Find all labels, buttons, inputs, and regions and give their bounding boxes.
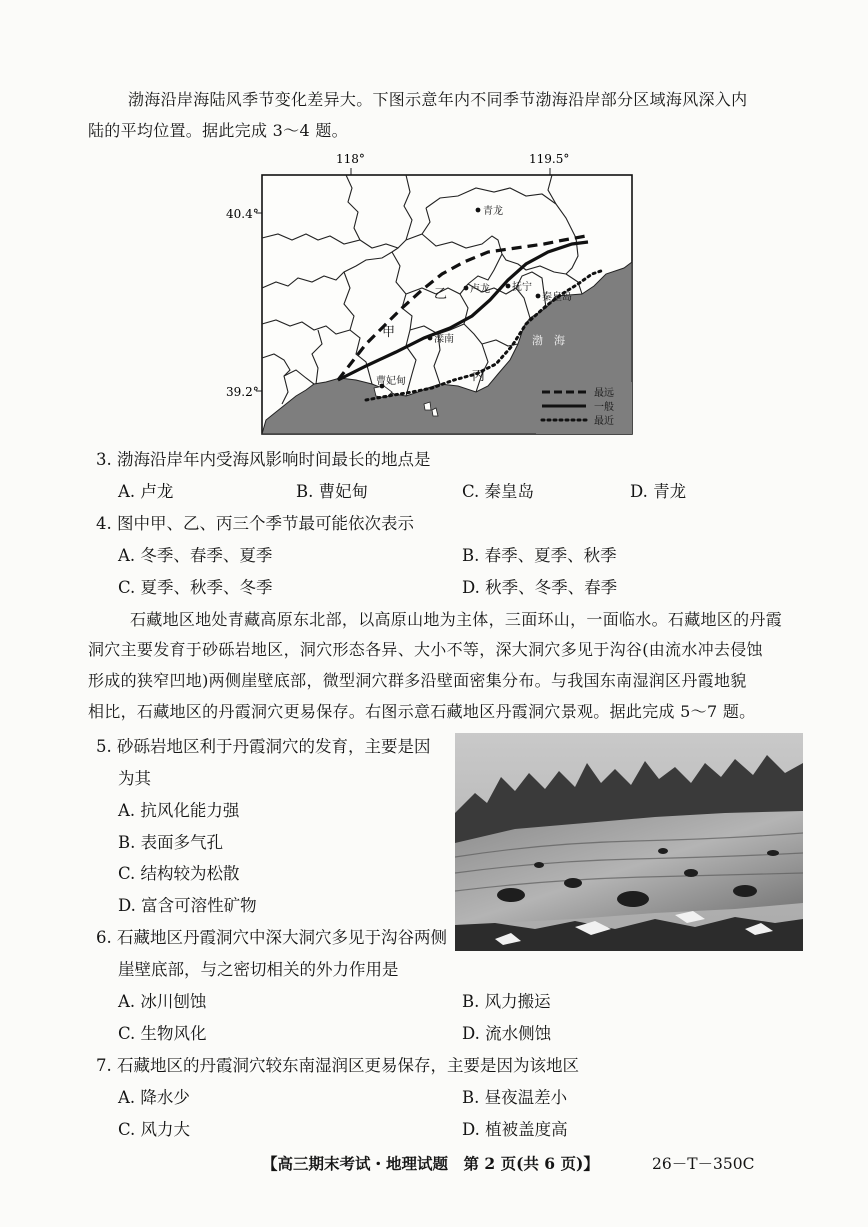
question-6-stem-line-2: 崖壁底部，与之密切相关的外力作用是 — [118, 960, 399, 979]
season-mark-yi: 乙 — [434, 287, 448, 302]
legend-farthest: 最远 — [594, 388, 614, 399]
legend-nearest: 最近 — [594, 416, 614, 427]
label-funing: 抚宁 — [512, 282, 532, 293]
intro-paragraph-1-line-1: 渤海沿岸海陆风季节变化差异大。下图示意年内不同季节渤海沿岸部分区域海风深入内 — [128, 90, 748, 109]
q7-option-d: D. 植被盖度高 — [462, 1120, 568, 1139]
label-luannan: 滦南 — [434, 334, 454, 345]
q7-option-b: B. 昼夜温差小 — [462, 1088, 568, 1107]
q4-option-d: D. 秋季、冬季、春季 — [462, 578, 618, 597]
lat-label-39-2: 39.2° — [226, 385, 259, 399]
label-caofeidian: 曹妃甸 — [376, 376, 406, 387]
sea-breeze-map — [226, 148, 646, 440]
q5-option-c: C. 结构较为松散 — [118, 864, 240, 883]
dot-funing — [506, 284, 511, 289]
question-4-stem: 4. 图中甲、乙、丙三个季节最可能依次表示 — [96, 514, 414, 533]
dot-lulong — [464, 286, 469, 291]
q4-option-b: B. 春季、夏季、秋季 — [462, 546, 617, 565]
q3-option-b: B. 曹妃甸 — [296, 482, 369, 501]
q4-option-c: C. 夏季、秋季、冬季 — [118, 578, 273, 597]
q3-option-a: A. 卢龙 — [118, 482, 174, 501]
q7-option-c: C. 风力大 — [118, 1120, 191, 1139]
intro-paragraph-2-line-2: 洞穴主要发育于砂砾岩地区，洞穴形态各异、大小不等，深大洞穴多见于沟谷(由流水冲去侵蚀 — [88, 640, 763, 659]
q5-option-d: D. 富含可溶性矿物 — [118, 896, 257, 915]
intro-paragraph-1-line-2: 陆的平均位置。据此完成 3～4 题。 — [88, 121, 348, 140]
season-mark-bing: 丙 — [472, 369, 486, 384]
q5-option-a: A. 抗风化能力强 — [118, 801, 240, 820]
q3-option-d: D. 青龙 — [630, 482, 687, 501]
question-7-stem: 7. 石藏地区的丹霞洞穴较东南湿润区更易保存，主要是因为该地区 — [96, 1056, 579, 1075]
page-footer-code: 26－T－350C — [652, 1155, 755, 1173]
q5-option-b: B. 表面多气孔 — [118, 833, 224, 852]
legend-normal: 一般 — [594, 402, 614, 413]
dot-qinglong — [476, 208, 481, 213]
question-3-stem: 3. 渤海沿岸年内受海风影响时间最长的地点是 — [96, 450, 431, 469]
label-qinglong: 青龙 — [483, 206, 503, 217]
dot-qinhuangdao — [536, 294, 541, 299]
lon-label-119-5: 119.5° — [529, 152, 570, 166]
danxia-cave-photo — [455, 733, 803, 951]
label-lulong: 卢龙 — [470, 284, 490, 295]
map-svg — [226, 148, 646, 440]
question-5-stem-line-2: 为其 — [118, 769, 151, 788]
lon-label-118: 118° — [336, 152, 365, 166]
season-mark-jia: 甲 — [382, 325, 396, 340]
q6-option-d: D. 流水侧蚀 — [462, 1024, 552, 1043]
label-sea: 渤 海 — [532, 334, 565, 347]
map-legend — [536, 382, 632, 434]
intro-paragraph-2-line-3: 形成的狭窄凹地)两侧崖壁底部，微型洞穴群多沿壁面密集分布。与我国东南湿润区丹霞地貌 — [88, 671, 747, 690]
intro-paragraph-2-line-1: 石藏地区地处青藏高原东北部，以高原山地为主体，三面环山，一面临水。石藏地区的丹霞 — [130, 610, 783, 629]
q6-option-b: B. 风力搬运 — [462, 992, 551, 1011]
page-footer-title: 【高三期末考试・地理试题 第 2 页(共 6 页)】 — [262, 1154, 599, 1173]
q4-option-a: A. 冬季、春季、夏季 — [118, 546, 273, 565]
dot-luannan — [428, 336, 433, 341]
q6-option-c: C. 生物风化 — [118, 1024, 207, 1043]
q6-option-a: A. 冰川刨蚀 — [118, 992, 207, 1011]
question-6-stem-line-1: 6. 石藏地区丹霞洞穴中深大洞穴多见于沟谷两侧 — [96, 928, 447, 947]
lat-label-40-4: 40.4° — [226, 207, 259, 221]
intro-paragraph-2-line-4: 相比，石藏地区的丹霞洞穴更易保存。右图示意石藏地区丹霞洞穴景观。据此完成 5～7 题。 — [88, 702, 756, 721]
q7-option-a: A. 降水少 — [118, 1088, 190, 1107]
question-5-stem-line-1: 5. 砂砾岩地区利于丹霞洞穴的发育，主要是因 — [96, 737, 431, 756]
label-qinhuangdao: 秦皇岛 — [542, 292, 572, 303]
q3-option-c: C. 秦皇岛 — [462, 482, 535, 501]
